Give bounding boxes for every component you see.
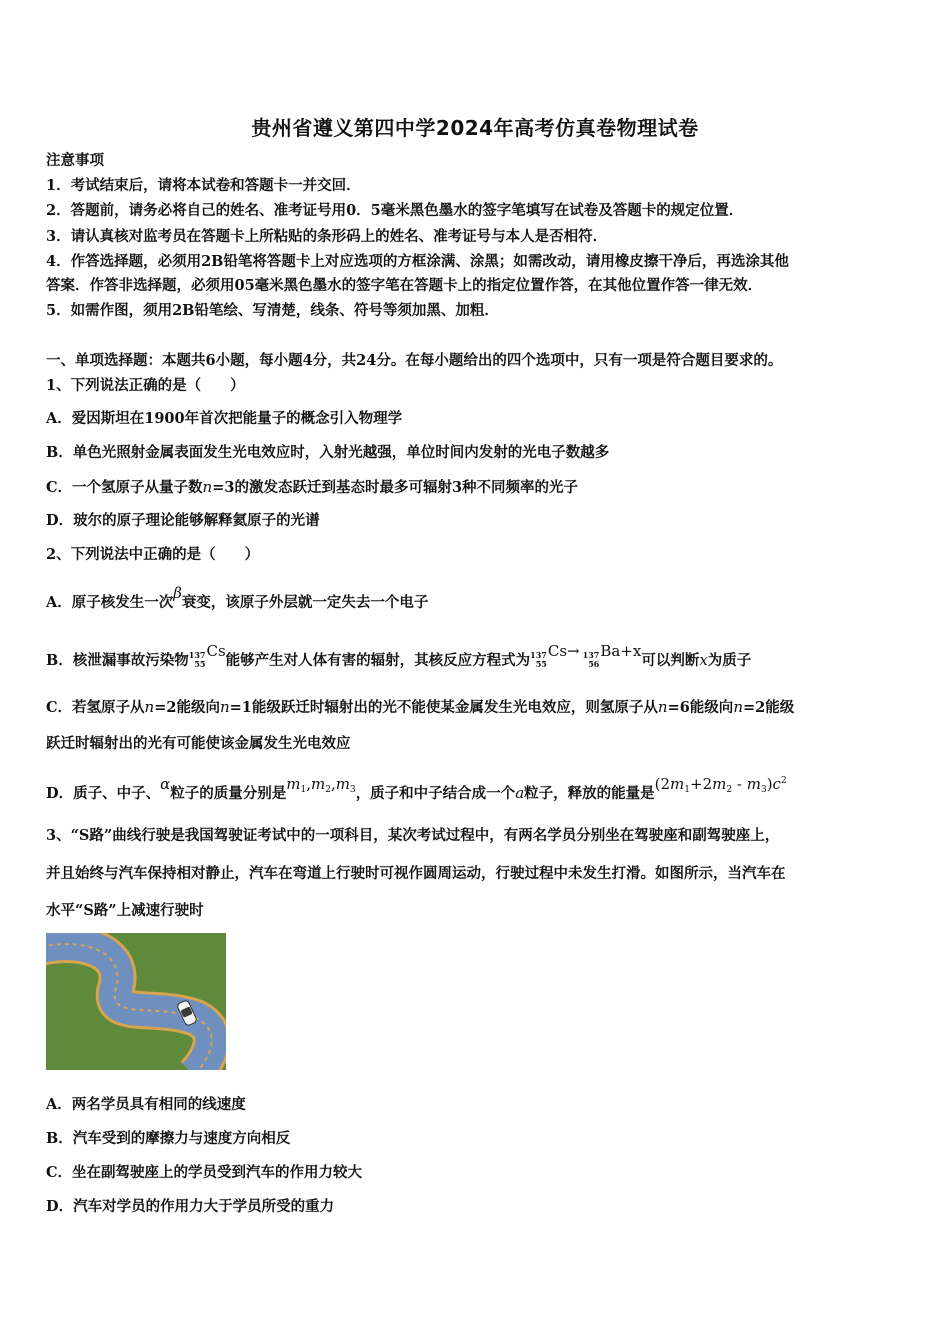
mass-symbols: $m_1,m_2,m_3$ [286, 775, 356, 795]
question-stem-continued: 并且始终与汽车保持相对静止，汽车在弯道上行驶时可视作圆周运动，行驶过程中未发生打滑。如图所示，当汽车在 [46, 865, 786, 882]
option-c: C．一个氢原子从量子数n=3的激发态跃迁到基态时最多可辐射3种不同频率的光子 [46, 478, 579, 496]
option-c-continued: 跃迁时辐射出的光有可能使该金属发生光电效应 [46, 735, 351, 752]
option-a: A．两名学员具有相同的线速度 [46, 1096, 246, 1113]
energy-expression: $(2m_1+2m_2 - m_3)c^2$ [654, 775, 787, 795]
note-item: 答案．作答非选择题，必须用05毫米黑色墨水的签字笔在答题卡上的指定位置作答，在其他位置作答一律无效． [46, 277, 763, 294]
question-stem: 2、下列说法中正确的是（ ） [46, 546, 260, 563]
note-item: 2．答题前，请务必将自己的姓名、准考证号用0．5毫米黑色墨水的签字笔填写在试卷及答题卡的规定位置． [46, 202, 744, 219]
section-heading: 一、单项选择题：本题共6小题，每小题4分，共24分。在每小题给出的四个选项中，只有一项是符合题目要求的。 [46, 352, 783, 369]
notes-heading: 注意事项 [46, 152, 104, 169]
note-item: 1．考试结束后，请将本试卷和答题卡一并交回． [46, 177, 361, 194]
question-stem-continued: 水平“S路”上减速行驶时 [46, 902, 204, 919]
note-item: 4．作答选择题，必须用2B铅笔将答题卡上对应选项的方框涂满、涂黑；如需改动，请用橡皮擦干净后，再选涂其他 [46, 253, 789, 270]
note-item: 5．如需作图，须用2B铅笔绘、写清楚，线条、符号等须加黑、加粗． [46, 302, 499, 319]
question-stem: 3、“S路”曲线行驶是我国驾驶证考试中的一项科目，某次考试过程中，有两名学员分别坐在驾驶座和副驾驶座上， [46, 827, 780, 844]
option-a: A．原子核发生一次β衰变，该原子外层就一定失去一个电子 [46, 584, 429, 611]
symbol-beta: β [173, 584, 182, 602]
question-stem: 1、下列说法正确的是（ ） [46, 377, 245, 394]
option-a: A．爱因斯坦在1900年首次把能量子的概念引入物理学 [46, 410, 403, 427]
option-b: B．单色光照射金属表面发生光电效应时，入射光越强，单位时间内发射的光电子数越多 [46, 444, 610, 461]
isotope-cs137: 137 55 Cs [188, 642, 226, 669]
option-c: C．若氢原子从n=2能级向n=1能级跃迁时辐射出的光不能使某金属发生光电效应，则氢原子从n=6能级向n=2能级 [46, 698, 795, 716]
option-c: C．坐在副驾驶座上的学员受到汽车的作用力较大 [46, 1164, 363, 1181]
symbol-n: n [202, 478, 213, 496]
symbol-alpha: α [160, 775, 171, 793]
option-d: D．汽车对学员的作用力大于学员所受的重力 [46, 1198, 335, 1215]
s-road-figure [46, 933, 226, 1070]
option-d: D．玻尔的原子理论能够解释氦原子的光谱 [46, 512, 320, 529]
note-item: 3．请认真核对监考员在答题卡上所粘贴的条形码上的姓名、准考证号与本人是否相符． [46, 228, 608, 245]
option-b: B．核泄漏事故污染物 137 55 Cs能够产生对人体有害的辐射，其核反应方程式为 137 55 Cs→ 137 56 Ba+x可以判断x为质子 [46, 642, 752, 669]
page-title: 贵州省遵义第四中学2024年高考仿真卷物理试卷 [251, 116, 699, 140]
option-b: B．汽车受到的摩擦力与速度方向相反 [46, 1130, 291, 1147]
option-d: D．质子、中子、α粒子的质量分别是$m_1,m_2,m_3$，质子和中子结合成一个a粒子，释放的能量是$(2m_1+2m_2 - m_3)c^2$ [46, 780, 916, 809]
reaction-equation: 137 55 Cs→ 137 56 Ba+x [530, 642, 642, 669]
